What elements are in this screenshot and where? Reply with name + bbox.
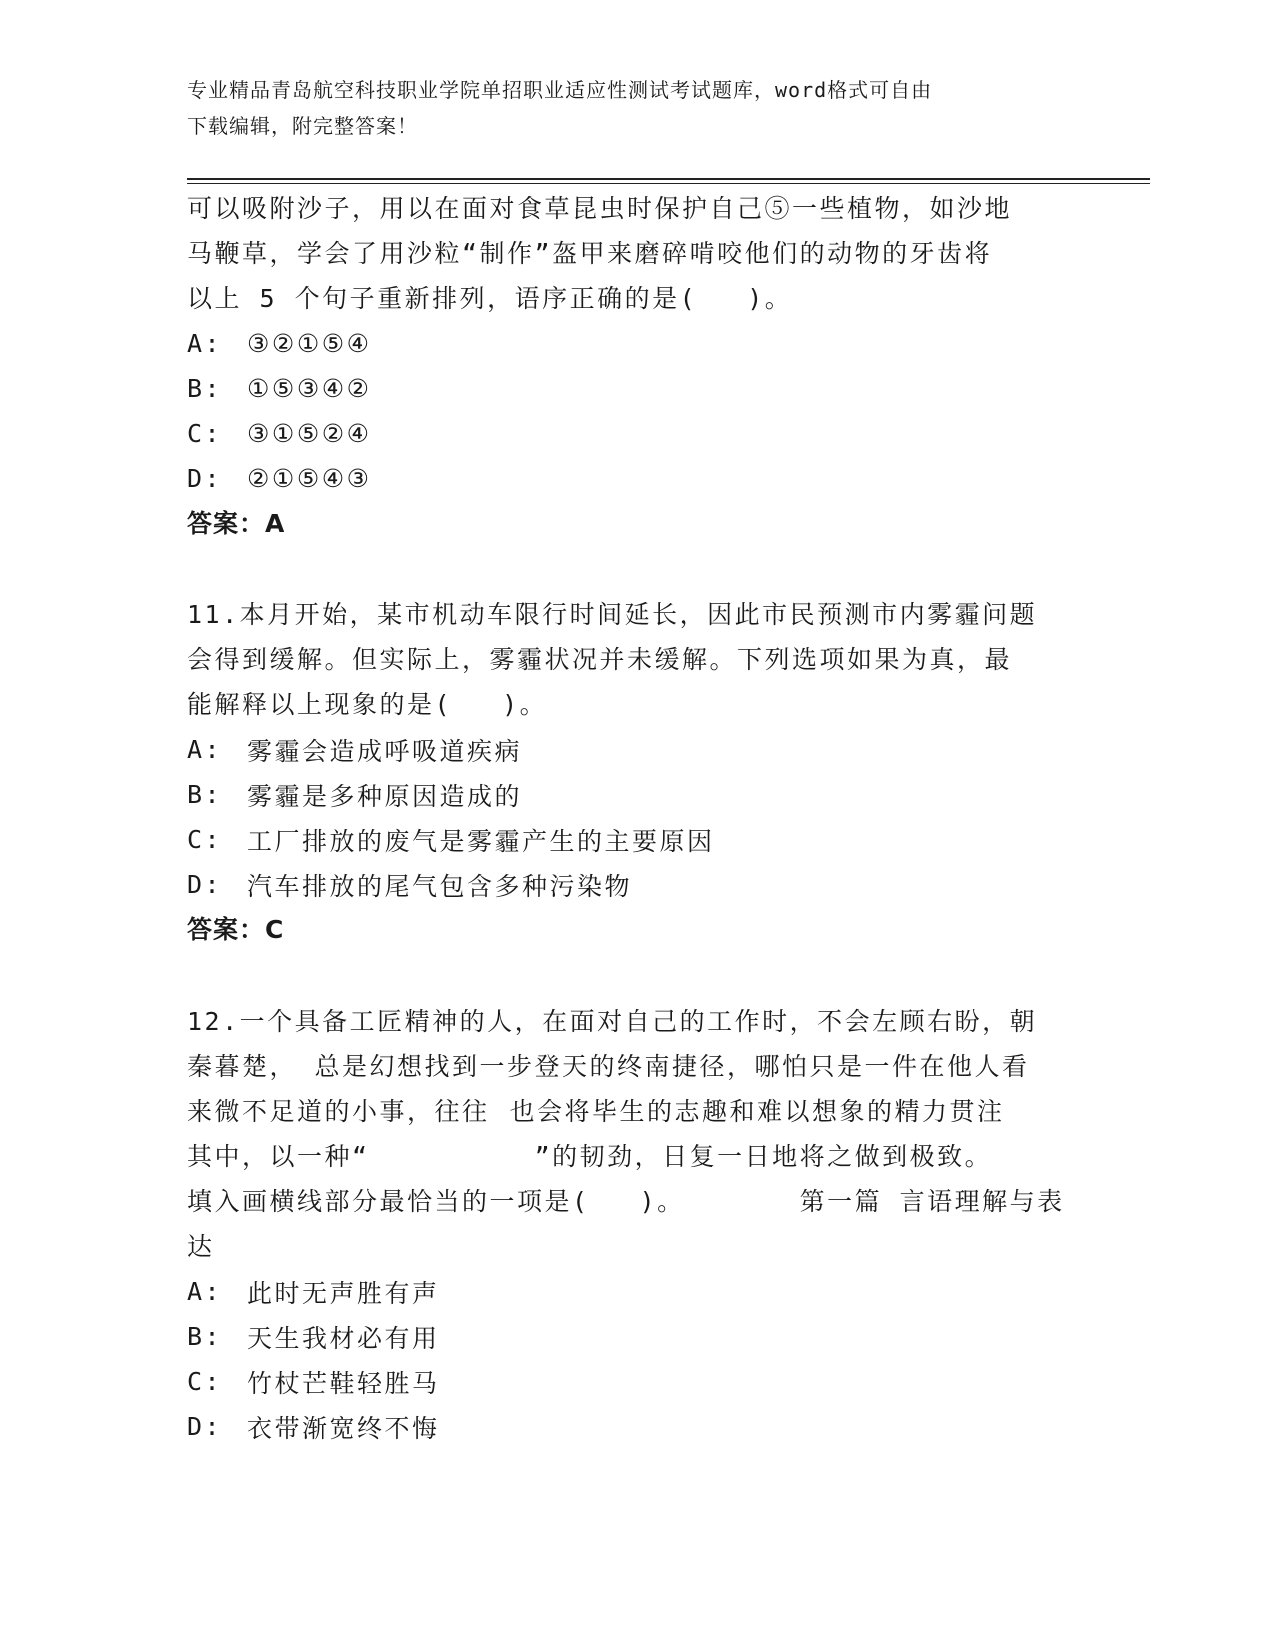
answer-line: 答案：A	[187, 509, 286, 538]
option-text: ③①⑤②④	[247, 419, 372, 448]
option-text: 此时无声胜有声	[247, 1278, 440, 1308]
document-body	[187, 186, 1087, 1449]
option-a	[187, 321, 1087, 366]
question-text-line	[187, 1134, 1087, 1179]
option-text: 竹杖芒鞋轻胜马	[247, 1368, 440, 1398]
question-10	[187, 186, 1087, 546]
option-letter: B:	[187, 1322, 223, 1351]
question-text-fragment: )。	[502, 690, 548, 719]
option-letter: C:	[187, 1367, 223, 1396]
option-letter: B:	[187, 780, 223, 809]
option-c	[187, 1359, 1087, 1404]
option-letter: C:	[187, 419, 223, 448]
option-c	[187, 411, 1087, 456]
question-text-fragment: 也会将毕生的志趣和难以想象的精力贯注	[509, 1097, 1005, 1126]
question-text-line: 会得到缓解。但实际上，雾霾状况并未缓解。下列选项如果为真，最	[187, 645, 1013, 674]
option-d	[187, 1404, 1087, 1449]
option-a	[187, 1269, 1087, 1314]
header-rule-thick	[187, 178, 1150, 180]
option-letter: D:	[187, 870, 223, 899]
question-text-line	[187, 682, 1087, 727]
option-text: ③②①⑤④	[247, 329, 372, 358]
question-12	[187, 999, 1087, 1449]
option-text: 天生我材必有用	[247, 1323, 440, 1353]
option-d	[187, 456, 1087, 501]
question-text-line: 可以吸附沙子，用以在面对食草昆虫时保护自己⑤一些植物，如沙地	[187, 194, 1013, 223]
option-letter: D:	[187, 1412, 223, 1441]
question-text-fragment: )。	[747, 284, 793, 313]
question-text-line	[187, 276, 1087, 321]
header-rule-thin	[187, 183, 1150, 184]
option-b	[187, 1314, 1087, 1359]
question-text-line	[187, 1179, 1087, 1224]
question-text-fragment: 以上 5 个句子重新排列，语序正确的是(	[187, 284, 698, 313]
option-text: ②①⑤④③	[247, 464, 372, 493]
question-text-line: 马鞭草，学会了用沙粒“制作”盔甲来磨碎啃咬他们的动物的牙齿将	[187, 239, 993, 268]
option-text: 雾霾是多种原因造成的	[247, 781, 523, 811]
question-text-line: 11.本月开始，某市机动车限行时间延长，因此市民预测市内雾霾问题	[187, 600, 1038, 629]
question-text-line	[187, 1089, 1087, 1134]
option-b	[187, 366, 1087, 411]
option-letter: A:	[187, 1277, 223, 1306]
option-text: 工厂排放的废气是雾霾产生的主要原因	[247, 826, 715, 856]
question-text-line: 12.一个具备工匠精神的人，在面对自己的工作时，不会左顾右盼，朝	[187, 1007, 1038, 1036]
header-line-1: 专业精品青岛航空科技职业学院单招职业适应性测试考试题库，word格式可自由	[187, 78, 933, 102]
option-letter: D:	[187, 464, 223, 493]
question-text-fragment: )。	[639, 1187, 685, 1216]
option-a	[187, 727, 1087, 772]
question-text-line: 秦暮楚， 总是幻想找到一步登天的终南捷径，哪怕只是一件在他人看	[187, 1052, 1030, 1081]
question-text-fragment: 能解释以上现象的是(	[187, 690, 453, 719]
question-text-fragment: ”的韧劲，日复一日地将之做到极致。	[534, 1142, 993, 1171]
option-letter: C:	[187, 825, 223, 854]
question-11	[187, 592, 1087, 952]
answer-line: 答案：C	[187, 915, 285, 944]
section-heading-fragment: 第一篇 言语理解与表	[799, 1187, 1065, 1216]
option-text: 雾霾会造成呼吸道疾病	[247, 736, 523, 766]
spacer	[187, 952, 1087, 999]
spacer	[187, 546, 1087, 592]
option-text: 衣带渐宽终不悔	[247, 1413, 440, 1443]
option-text: 汽车排放的尾气包含多种污染物	[247, 871, 633, 901]
option-letter: B:	[187, 374, 223, 403]
option-b	[187, 772, 1087, 817]
option-c	[187, 817, 1087, 862]
question-text-fragment: 来微不足道的小事，往往	[187, 1097, 490, 1126]
document-header	[187, 72, 1067, 144]
header-line-2: 下载编辑，附完整答案！	[187, 114, 418, 138]
question-text-fragment: 填入画横线部分最恰当的一项是(	[187, 1187, 590, 1216]
option-d	[187, 862, 1087, 907]
option-letter: A:	[187, 329, 223, 358]
option-letter: A:	[187, 735, 223, 764]
option-text: ①⑤③④②	[247, 374, 372, 403]
question-text-fragment: 其中，以一种“	[187, 1142, 370, 1171]
question-text-line: 达	[187, 1232, 215, 1261]
